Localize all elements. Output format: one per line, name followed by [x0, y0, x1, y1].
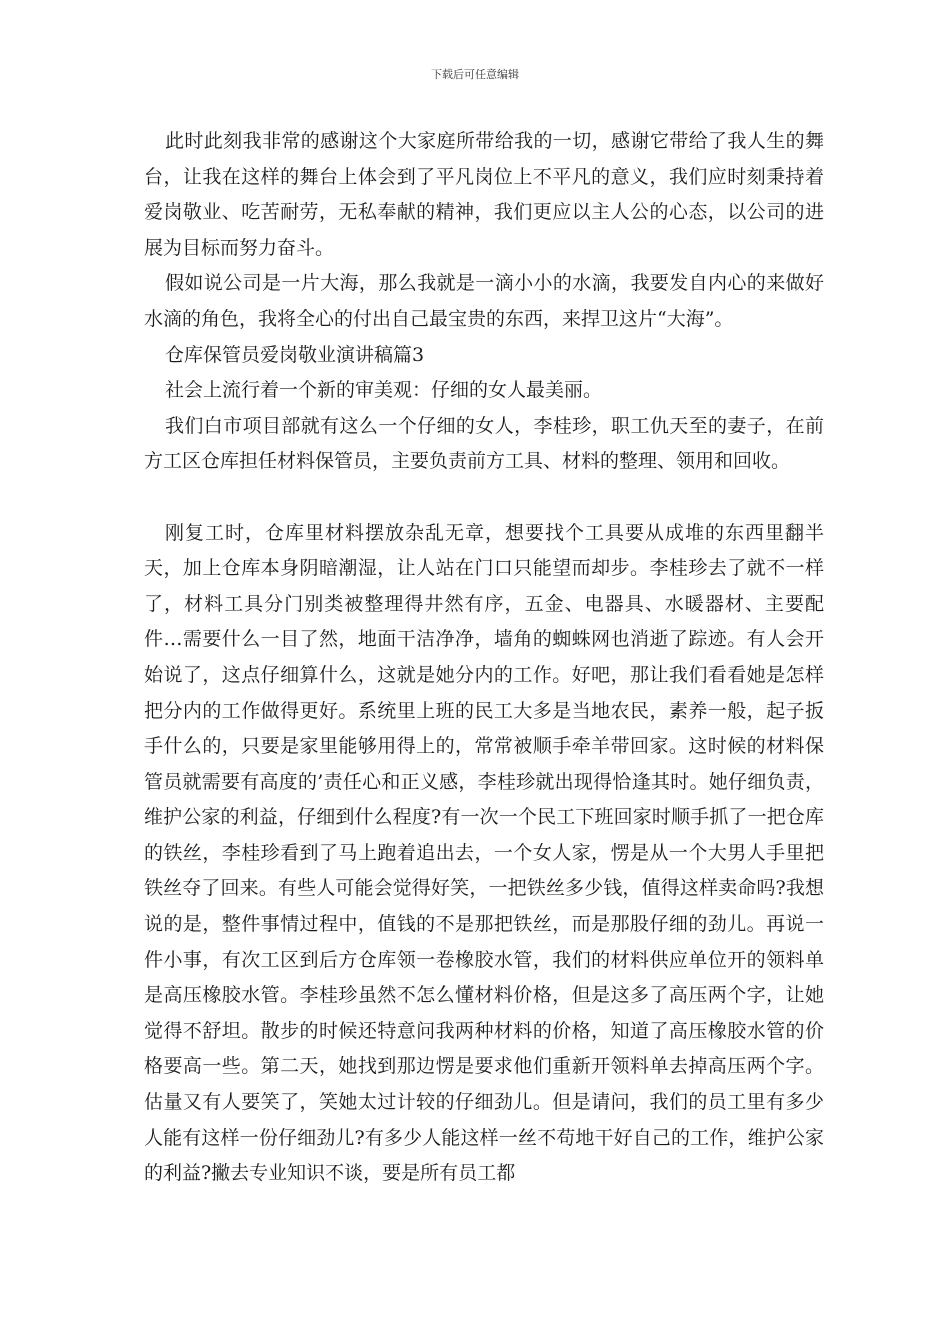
paragraph-introduction: 我们白市项目部就有这么一个仔细的女人，李桂珍，职工仇天至的妻子，在前方工区仓库担任材料保管员，主要负责前方工具、材料的整理、领用和回收。: [144, 414, 824, 473]
page-header: 下载后可任意编辑: [431, 68, 519, 81]
section-heading: 仓库保管员爱岗敬业演讲稿篇3: [165, 343, 425, 366]
paragraph-gratitude: 此时此刻我非常的感谢这个大家庭所带给我的一切，感谢它带给了我人生的舞台，让我在这样的舞台上体会到了平凡岗位上不平凡的意义，我们应时刻秉持着爱岗敬业、吃苦耐劳，无私奉献的精神，我们更应以主人公的心态，以公司的进展为目标而努力奋斗。: [144, 130, 824, 259]
paragraph-ocean: 假如说公司是一片大海，那么我就是一滴小小的水滴，我要发自内心的来做好水滴的角色，我将全心的付出自己最宝贵的东西，来捍卫这片“大海”。: [144, 272, 824, 330]
paragraph-story: 刚复工时，仓库里材料摆放杂乱无章，想要找个工具要从成堆的东西里翻半天，加上仓库本身阴暗潮湿，让人站在门口只能望而却步。李桂珍去了就不一样了，材料工具分门别类被整理得井然有序，五金、电器具、水暖器材、主要配件…需要什么一目了然，地面干洁净净，墙角的蜘蛛网也消逝了踪迹。有人会开始说了，这点仔细算什么，这就是她分内的工作。好吧，那让我们看看她是怎样把分内的工作做得更好。系统里上班的民工大多是当地农民，素养一般，起子扳手什么的，只要是家里能够用得上的，常常被顺手牵羊带回家。这时候的材料保管员就需要有高度的’责任心和正义感，李桂珍就出现得恰逢其时。她仔细负责，维护公家的利益，仔细到什么程度?有一次一个民工下班回家时顺手抓了一把仓库的铁丝，李桂珍看到了马上跑着追出去，一个女人家，愣是从一个大男人手里把铁丝夺了回来。有些人可能会觉得好笑，一把铁丝多少钱，值得这样卖命吗?我想说的是，整件事情过程中，值钱的不是那把铁丝，而是那股仔细的劲儿。再说一件小事，有次工区到后方仓库领一卷橡胶水管，我们的材料供应单位开的领料单是高压橡胶水管。李桂珍虽然不怎么懂材料价格，但是这多了高压两个字，让她觉得不舒坦。散步的时候还特意问我两种材料的价格，知道了高压橡胶水管的价格要高一些。第二天，她找到那边愣是要求他们重新开领料单去掉高压两个字。估量又有人要笑了，笑她太过计较的仔细劲儿。但是请问，我们的员工里有多少人能有这样一份仔细劲儿?有多少人能这样一丝不苟地干好自己的工作，维护公家的利益?撇去专业知识不谈，要是所有员工都: [144, 521, 824, 1185]
blank-line: [144, 480, 824, 516]
paragraph-aesthetic: 社会上流行着一个新的审美观：仔细的女人最美丽。: [165, 379, 603, 402]
document-body: [144, 124, 824, 1192]
